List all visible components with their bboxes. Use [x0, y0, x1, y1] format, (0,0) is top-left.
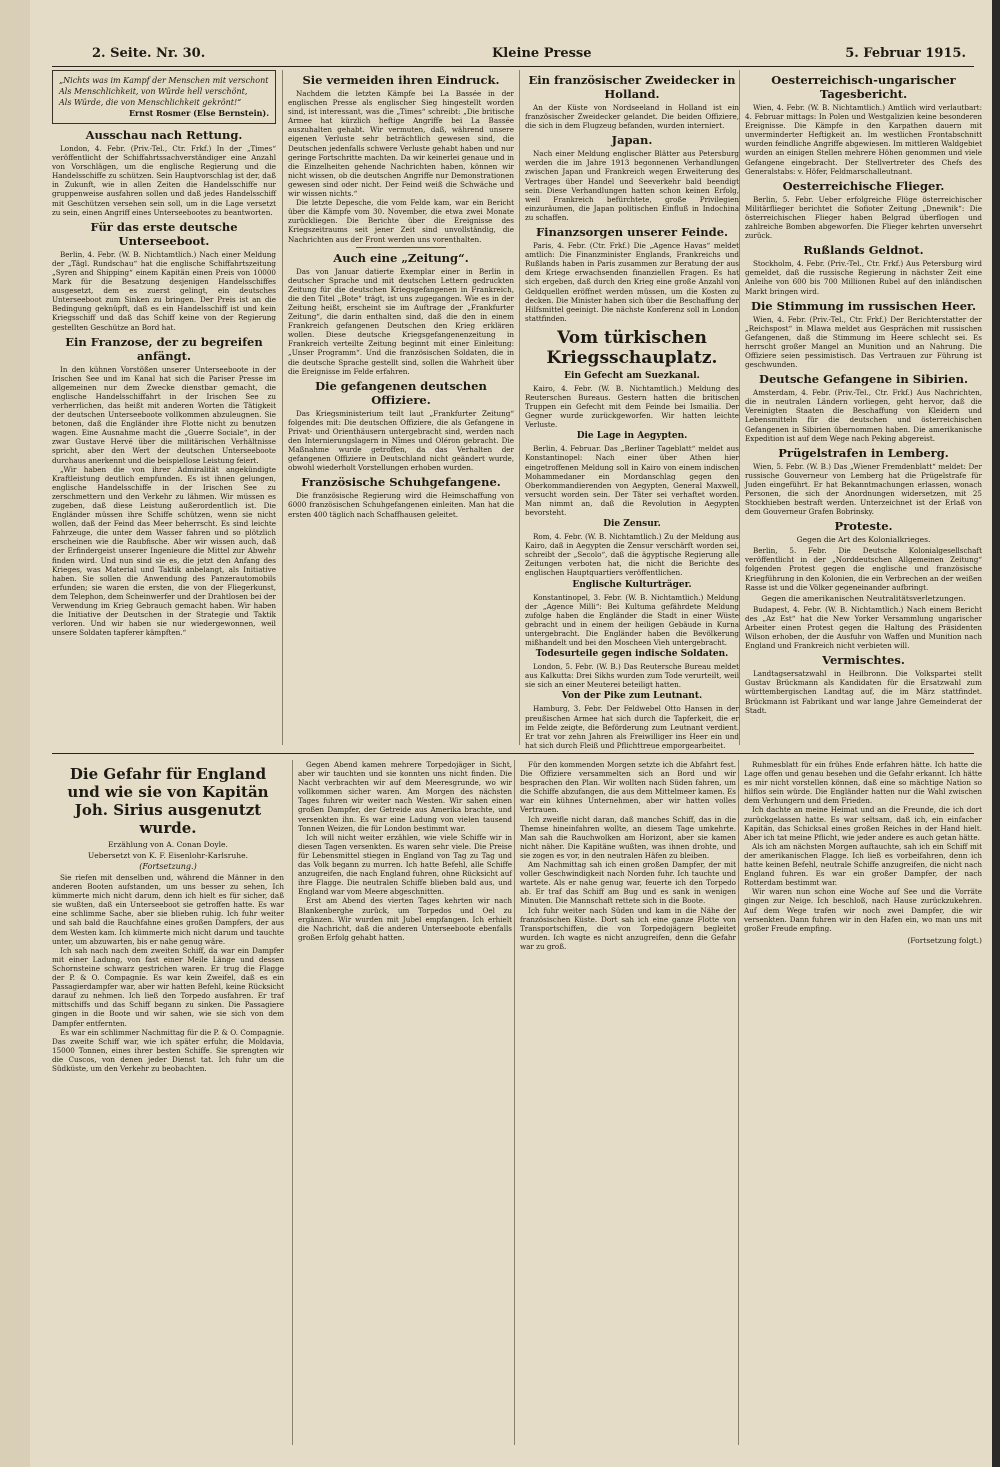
article-heading: Englische Kulturträger. — [572, 579, 692, 590]
story-text: Ich will nicht weiter erzählen, wie viele Schiffe wir in diesen Tagen versenkten. Es waren sehr viele. Die Preise für Lebensmittel stiegen in England von Tag zu Tag und das Volk begann zu murren. Ich hatte Befehl, alle Schiffe anzugreifen, die nach England fuhren, ohne Rücksicht auf ihre Flagge. Die neutralen Schiffe blieben bald aus, und England war vom Meere abgeschnitten. — [298, 832, 512, 897]
article-heading: Proteste. — [834, 519, 893, 534]
article-text: Konstantinopel, 3. Febr. (W. B. Nichtamtlich.) Meldung der „Agence Milli“: Bei Kultuma gefährdete Meldung zufolge haben die Engländer die Stadt in einer Wüste gebracht und in einem der heiligen Gebäude in Kurna untergebracht. Die Engländer haben die Bevölkerung mißhandelt und bei den Moscheen Vieh untergebracht. — [525, 592, 739, 648]
article-heading: Die Zensur. — [603, 519, 661, 530]
motto-line: „Nichts was im Kampf der Menschen mit verschont — [59, 76, 269, 85]
story-text: Ich fuhr weiter nach Süden und kam in die Nähe der französischen Küste. Dort sah ich eine ganze Flotte von Transportschiffen, die von Torpedojägern begleitet wurden. Ich wagte es nicht anzugreifen, denn die Gefahr war zu groß. — [520, 905, 736, 951]
article-text: Paris, 4. Febr. (Ctr. Frkf.) Die „Agence Havas“ meldet amtlich: Die Finanzminister Englands, Frankreichs und Rußlands haben in Paris zusammen zur Beratung der aus dem Kriege erwachsenden finanziellen Fragen. Es hat sich ergeben, daß durch den Krieg eine große Anzahl von Geldquellen eröffnet werden müssen, um die Kosten zu decken. Die Minister haben sich über die Beschaffung der Hilfsmittel geeinigt. Die nächste Konferenz soll in London stattfinden. — [525, 241, 739, 323]
article-text: Berlin, 4. Febr. (W. B. Nichtamtlich.) Nach einer Meldung der „Tägl. Rundschau“ hat die englische Schiffahrtszeitung „Syren and Shipping“ einem Kapitän einen Preis von 10000 Mark für die Besatzung desjenigen Handelsschiffes ausgesetzt, dem es zuerst gelingt, ein deutsches Unterseeboot zum Sinken zu bringen. Der Preis ist an die Bedingung geknüpft, daß es ein Handelsschiff ist und kein Kriegsschiff und daß das Schiff keine von der Regierung gestellten Geschütze an Bord hat. — [52, 249, 276, 332]
column-3 — [519, 70, 739, 750]
article-text: Wien, 4. Febr. (Priv.-Tel., Ctr. Frkf.) Der Berichterstatter der „Reichspost“ in Mlawa meldet aus Gesprächen mit russischen Gefangenen, daß die Stimmung im Heere schlecht sei. Es herrscht großer Mangel an Munition und an Nahrung. Die Offiziere seien pessimistisch. Das Vertrauen zur Führung ist geschwunden. — [745, 314, 982, 370]
article-heading: Für das erste deutsche Unterseeboot. — [90, 219, 238, 248]
story-text: Ruhmesblatt für ein frühes Ende erfahren hätte. Ich hatte die Lage offen und genau besehen und die Gefahr erkannt. Ich hätte es mir nicht vorstellen können, daß eine so mächtige Nation so hilflos sein würde. Die Engländer hatten nur die Wahl zwischen dem Verhungern und dem Frieden. — [744, 760, 982, 806]
translator-line: Uebersetzt von K. F. Eisenlohr-Karlsruhe. — [87, 851, 249, 860]
feuilleton-column-1 — [52, 760, 284, 1445]
article-text: Stockholm, 4. Febr. (Priv.-Tel., Ctr. Frkf.) Aus Petersburg wird gemeldet, daß die russische Regierung in nächster Zeit eine Anleihe von 600 bis 700 Millionen Rubel auf den inländischen Markt bringen wird. — [745, 259, 982, 296]
article-text: Amsterdam, 4. Febr. (Priv.-Tel., Ctr. Frkf.) Aus Nachrichten, die in neutralen Ländern vorliegen, geht hervor, daß die Vereinigten Staaten die Beschaffung von Kleidern und Lebensmitteln für die deutschen und österreichischen Gefangenen in Sibirien übernommen haben. Die amerikanische Expedition ist auf dem Wege nach Peking abgereist. — [745, 388, 982, 443]
story-text: Als ich am nächsten Morgen auftauchte, sah ich ein Schiff mit der amerikanischen Flagge. Ich ließ es vorbeifahren, denn ich hatte keinen Befehl, neutrale Schiffe anzugreifen, die nicht nach England fuhren. Es war ein großer Dampfer, der nach Rotterdam bestimmt war. — [744, 841, 982, 888]
story-text: Ich zweifle nicht daran, daß manches Schiff, das in die Themse hineinfahren wollte, an diesem Tage umkehrte. Man sah die Rauchwolken am Horizont, aber sie kamen nicht näher. Die Kapitäne wußten, was ihnen drohte, und sie zogen es vor, in den neutralen Häfen zu bleiben. — [520, 814, 736, 860]
article-heading: Ein französischer Zweidecker in Holland. — [528, 73, 736, 101]
article-text: Wien, 5. Febr. (W. B.) Das „Wiener Fremdenblatt“ meldet: Der russische Gouverneur von Lemberg hat die Prügelstrafe für Juden eingeführt. Er hat Bekanntmachungen erlassen, wonach Personen, die sich der Anordnungen widersetzen, mit 25 Stockhieben bestraft werden. Unterzeichnet ist der Erlaß von dem Gouverneur Grafen Bobrinsky. — [745, 461, 982, 517]
page-header — [52, 42, 974, 67]
article-heading: Oesterreichisch-ungarischer Tagesbericht. — [771, 73, 956, 101]
motto-line: Als Menschlichkeit, von Würde hell verschönt, — [59, 87, 248, 96]
article-heading: Ein Gefecht am Suezkanal. — [564, 370, 700, 381]
article-text: Hamburg, 3. Febr. Der Feldwebel Otto Hansen in der preußischen Armee hat sich durch die Tapferkeit, die er im Felde zeigte, die Beförderung zum Leutnant verdient. Er trat vor zehn Jahren als Freiwilliger ins Heer ein und hat sich durch Fleiß und Pflichttreue emporgearbeitet. — [525, 704, 739, 750]
article-text: Berlin, 5. Febr. Die Deutsche Kolonialgesellschaft veröffentlicht in der „Norddeutschen Allgemeinen Zeitung“ folgenden Protest gegen die englische und französische Kriegführung in den Kolonien, die ein Verbrechen an der weißen Rasse ist und die Völker gegeneinander aufbringt. — [745, 546, 982, 592]
article-text: Wien, 4. Febr. (W. B. Nichtamtlich.) Amtlich wird verlautbart: 4. Februar mittags: In Polen und Westgalizien keine besonderen Ereignisse. Die Kämpfe in den Karpathen dauern mit unverminderter Heftigkeit an. Im westlichen Frontabschnitt wurden feindliche Angriffe abgewiesen. Im mittleren Waldgebiet wurden an einigen Stellen mehrere Höhen genommen und viele Gefangene eingebracht. Der Stellvertreter des Chefs des Generalstabs: v. Höfer, Feldmarschalleutnant. — [745, 103, 982, 176]
article-heading: Die Stimmung im russischen Heer. — [750, 298, 977, 313]
section-divider — [52, 753, 974, 754]
article-heading: Finanzsorgen unserer Feinde. — [535, 225, 729, 240]
article-text: Die französische Regierung wird die Heimschaffung von 6000 französischen Schuhgefangenen einleiten. Man hat die ersten 400 täglich nach Schaffhausen geleitet. — [288, 491, 514, 519]
newspaper-page — [30, 0, 992, 1467]
article-text: In den kühnen Vorstößen unserer Unterseeboote in der Irischen See und im Kanal hat sich die Pariser Presse im allgemeinen nur dem Zwecke dienstbar gemacht, die englische Handelsschiffahrt in der Irischen See zu verherrlichen, das heißt mit anderen Worten die Tätigkeit der deutschen Unterseeboote vollkommen abzuleugnen. Sie betonen, daß die Engländer ihre Flotte nicht zu benutzen wagen. Eine Ausnahme macht die „Guerre Sociale“, in der zwar Gustave Hervé über die militärischen Verhältnisse spricht, aber den Wert der deutschen Unterseeboote durchaus anerkennt und die beispiellose Leistung feiert. — [52, 364, 276, 465]
article-text: Das Kriegsministerium teilt laut „Frankfurter Zeitung“ folgendes mit: Die deutschen Offiziere, die als Gefangene in Privat- und Orienthäusern untergebracht sind, werden nach den Internierungslagern in Nîmes und Oléron gebracht. Die Maßnahme wurde getroffen, da das Verhalten der gefangenen Offiziere in Deutschland nicht geändert wurde, obwohl wiederholt Vorstellungen erhoben wurden. — [288, 408, 514, 473]
article-heading: Sie vermeiden ihren Eindruck. — [302, 73, 500, 87]
article-heading: Französische Schuhgefangene. — [301, 475, 501, 490]
page-number: 2. Seite. Nr. 30. — [92, 46, 206, 61]
article-text: Berlin, 4. Februar. Das „Berliner Tageblatt“ meldet aus Konstantinopel: Nach einer über Athen hier eingetroffenen Meldung soll in Kairo von einem indischen Mohammedaner ein Mordanschlag gegen den Oberkommandierenden von Aegypten, General Maxwell, versucht worden sein. Der Täter sei verhaftet worden. Man nimmt an, daß die Revolution in Aegypten bevorsteht. — [525, 444, 739, 517]
article-text: Kairo, 4. Febr. (W. B. Nichtamtlich.) Meldung des Reuterschen Bureaus. Gestern hatten die britischen Truppen ein Gefecht mit dem Feinde bei Ismailia. Der Gegner wurde zurückgeworfen. Wir hatten leichte Verluste. — [525, 383, 739, 430]
article-text: Berlin, 5. Febr. Ueber erfolgreiche Flüge österreichischer Militärflieger berichtet die Sofioter Zeitung „Dnewnik“: Die österreichischen Flieger haben Belgrad überflogen und zahlreiche Bomben abgeworfen. Die Flieger kehrten unversehrt zurück. — [745, 194, 982, 241]
article-heading: Rußlands Geldnot. — [803, 243, 924, 258]
divider — [356, 247, 446, 248]
feuilleton-title: Die Gefahr für England und wie sie von Kapitän Joh. Sirius ausgenutzt wurde. — [67, 765, 269, 837]
article-heading: Ein Franzose, der zu begreifen anfängt. — [65, 334, 263, 363]
story-text: Es war ein schlimmer Nachmittag für die P. & O. Compagnie. Das zweite Schiff war, wie ich später erfuhr, die Moldavia, 15000 Tonnen, eines ihrer besten Schiffe. Sie sprengten wir die Cuscos, von denen jeder Dienst tat. Ich fuhr um die Südküste, um den Verkehr zu beobachten. — [52, 1027, 284, 1073]
article-text: Nachdem die letzten Kämpfe bei La Bassée in der englischen Presse als englischer Sieg hingestellt worden sind, ist interessant, was die „Times“ schreibt: „Die britische Armee hat kürzlich heftige Angriffe bei La Bassée auszuhalten gehabt. Wir vermuten, daß, während unsere eigenen Verluste sehr beträchtlich gewesen sind, die Deutschen jedenfalls schwere Verluste gehabt haben und nur geringe Fortschritte machten. Da wir keinerlei genaue und in die Einzelheiten gehende Nachrichten haben, können wir nicht wissen, ob die deutschen Angriffe nur Demonstrationen gewesen sind oder nicht. Der Feind weiß die Schwäche und wir wissen nichts.“ — [288, 89, 514, 199]
article-text: „Wir haben die von ihrer Admiralität angekündigte Kraftleistung deutlich empfunden. Es ist ihnen gelungen, englische Handelsschiffe in der Irischen See zu zerschmettern und den Verkehr zu lähmen. Wir müssen es zugeben, daß diese Leistung außerordentlich ist. Die Engländer müssen ihre Schiffe schützen, wenn sie nicht wollen, daß der Feind das Meer beherrscht. Es sind leichte Fahrzeuge, die unter dem Wasser fahren und so plötzlich erscheinen wie die Raubfische. Aber wir wissen auch, daß der Erfindergeist unserer Ingenieure die Mittel zur Abwehr finden wird. Und nun sind sie es, die jetzt den Anfang des Krieges, was Material und Taktik anbelangt, als Initiative haben. Sie sollen die Anwendung des Panzerautomobils erfunden; sie waren die ersten, die von der Fliegerkunst, dem Telephon, dem Scheinwerfer und der Drahtlosen bei der Verwendung im Krieg Gebrauch gemacht haben. Wir haben die Initiative der Deutschen in der Strategie und Taktik verloren. Und wir haben sie nur wiedergewonnen, weil unsere Soldaten tapferer kämpften.“ — [52, 464, 276, 638]
article-heading: Auch eine „Zeitung“. — [333, 250, 469, 265]
page-edge — [0, 0, 31, 1467]
column-2 — [282, 70, 514, 745]
story-text: Am Nachmittag sah ich einen großen Dampfer, der mit voller Geschwindigkeit nach Norden fuhr. Ich tauchte und wartete. Als er nahe genug war, feuerte ich den Torpedo ab. Er traf das Schiff am Bug und es sank in wenigen Minuten. Die Mannschaft rettete sich in die Boote. — [520, 860, 736, 906]
motto-box — [52, 70, 276, 124]
article-heading: Die Lage in Aegypten. — [576, 431, 688, 442]
story-text: Sie riefen mit denselben und, während die Männer in den anderen Booten aufstanden, um uns besser zu sehen, Ich kümmerte mich nicht darum, denn ich hielt es für sicher, daß sie wußten, daß ein Unterseeboot sie getroffen hatte. Es war eine schlimme Sache, aber sie blieben ruhig. Ich fuhr weiter und sah bald die Rauchfahne eines großen Dampfers, der aus dem Westen kam. Ich kümmerte mich nicht darum und tauchte unter, um abzuwarten, bis er nahe genug wäre. — [52, 873, 284, 946]
sub-heading: Gegen die Art des Kolonialkrieges. — [796, 535, 931, 545]
article-heading: Ausschau nach Rettung. — [85, 128, 243, 142]
paper-title: Kleine Presse — [492, 46, 592, 61]
story-text: Für den kommenden Morgen setzte ich die Abfahrt fest. Die Offiziere versammelten sich an Bord und wir besprachen den Plan. Wir wollten nach Süden fahren, um die Schiffe abzufangen, die aus dem Mittelmeer kamen. Es war ein kühnes Unternehmen, aber wir hatten volles Vertrauen. — [520, 760, 736, 815]
motto-line: Als Würde, die von Menschlichkeit gekrönt!“ — [59, 98, 242, 107]
story-text: Ich sah nach nach dem zweiten Schiff, da war ein Dampfer mit einer Ladung, von fast einer Meile Länge und dessen Schornsteine schwarz gestrichen waren. Er trug die Flagge der P. & O. Compagnie. Es war kein Zweifel, daß es ein Passagierdampfer war, aber wir hatten Befehl, keine Rücksicht darauf zu nehmen. Ich ließ den Torpedo ausfahren. Er traf mittschiffs und das Schiff begann zu sinken. Die Passagiere gingen in die Boote und wir sahen, wie sie sich von dem Dampfer entfernten. — [52, 945, 284, 1028]
article-heading: Die gefangenen deutschen Offiziere. — [315, 378, 487, 407]
feuilleton-column-3 — [514, 760, 736, 1445]
article-text: An der Küste von Nordseeland in Holland ist ein französischer Zweidecker gelandet. Die beiden Offiziere, die sich in dem Flugzeug befanden, wurden interniert. — [525, 103, 739, 131]
article-text: Das von Januar datierte Exemplar einer in Berlin in deutscher Sprache und mit deutschen Lettern gedruckten Zeitung für die deutschen Kriegsgefangenen in Frankreich, die den Titel „Bote“ trägt, ist uns zugegangen. Wie es in der Zeitung heißt, erscheint sie im Auftrage der „Frankfurter Zeitung“, die darin enthalten sind, daß die den in einem Frankreich gefangenen Deutschen den Krieg erklären wollen. Diese deutsche Kriegsgefangenenzeitung in Frankreich verteilte Zeitung beginnt mit einer Einleitung: „Unser Programm“. Und die französischen Soldaten, die in die deutsche Sprache gestellt sind, sollen die Wahrheit über die Ereignisse im Felde erfahren. — [288, 266, 514, 376]
article-text: Landtagsersatzwahl in Heilbronn. Die Volkspartei stellt Gustav Brückmann als Kandidaten für die Ersatzwahl zum württembergischen Landtag auf, die im März stattfindet. Brückmann ist Fabrikant und war lange Jahre Gemeinderat der Stadt. — [745, 669, 982, 715]
feuilleton-column-4 — [738, 760, 982, 1445]
article-heading: Von der Pike zum Leutnant. — [561, 691, 703, 702]
feuilleton-subtitle: Erzählung von A. Conan Doyle. — [108, 840, 228, 849]
issue-date: 5. Februar 1915. — [845, 46, 966, 61]
column-1 — [52, 70, 276, 745]
article-text: Nach einer Meldung englischer Blätter aus Petersburg werden die im Jahre 1913 begonnenen Verhandlungen zwischen Japan und Frankreich wegen Erweiterung des Vertrages über Handel und Seeverkehr bald beendigt sein. Diese Verhandlungen hatten schon keinen Erfolg, weil Frankreich befürchtete, große Privilegien einzuräumen, die Japan politischen Einfluß in Indochina zu schaffen. — [525, 149, 739, 222]
article-text: London, 4. Febr. (Priv.-Tel., Ctr. Frkf.) In der „Times“ veröffentlicht der Schiffahrtssachverständiger eine Anzahl von Vorschlägen, um die englische Regierung und die Handelsschiffe zu schützen. Sein Hauptvorschlag ist der, daß in Zukunft, wie in allen Zeiten die Handelsschiffe nur gruppenweise ausfahren sollen und daß jedes Handelsschiff mit Geschützen versehen sein soll, um in die Lage versetzt zu sein, einen Angriff eines Unterseebootes zu beantworten. — [52, 144, 276, 217]
article-text: Die letzte Depesche, die vom Felde kam, war ein Bericht über die Kämpfe vom 30. November, die etwa zwei Monate zurückliegen. Die Berichte über die Ereignisse des Kriegszeitraums seit jener Zeit sind unvollständig, die Nachrichten aus der Front werden uns vorenthalten. — [288, 198, 514, 244]
sub-heading: Gegen die amerikanischen Neutralitätsverletzungen. — [761, 593, 966, 603]
story-text: Gegen Abend kamen mehrere Torpedojäger in Sicht, aber wir tauchten und sie konnten uns nicht finden. Die Nacht verbrachten wir auf dem Meeresgrunde, wo wir vollkommen sicher waren. Am Morgen des nächsten Tages fuhren wir weiter nach Westen. Wir sahen einen großen Dampfer, der Getreide aus Amerika brachte, und versenkten ihn. Es war eine Ladung von vielen tausend Tonnen Weizen, die für London bestimmt war. — [298, 760, 512, 833]
article-text: Budapest, 4. Febr. (W. B. Nichtamtlich.) Nach einem Bericht des „Az Est“ hat die New Yorker Versammlung ungarischer Arbeiter einen Protest gegen die Haltung des Präsidenten Wilson erhoben, der die Ausfuhr von Waffen und Munition nach England und Frankreich nicht verbieten will. — [745, 604, 982, 651]
column-4 — [739, 70, 982, 745]
article-heading: Todesurteile gegen indische Soldaten. — [535, 649, 729, 660]
continuation-footer: (Fortsetzung folgt.) — [907, 935, 982, 945]
article-heading: Japan. — [611, 133, 653, 148]
story-text: Erst am Abend des vierten Tages kehrten wir nach Blankenberghe zurück, um Torpedos und Oel zu ergänzen. Wir wurden mit Jubel empfangen. Ich erhielt die Nachricht, daß die anderen Unterseeboote ebenfalls großen Erfolg gehabt hatten. — [298, 896, 512, 942]
article-heading: Deutsche Gefangene in Sibirien. — [759, 372, 968, 387]
motto-author: Ernst Rosmer (Else Bernstein). — [128, 108, 269, 118]
continuation-note: (Fortsetzung.) — [139, 862, 197, 871]
article-heading: Prügelstrafen in Lemberg. — [778, 445, 949, 460]
story-text: Ich dachte an meine Heimat und an die Freunde, die ich dort zurückgelassen hatte. Es war seltsam, daß ich, ein einfacher Kapitän, das Schicksal eines großen Reiches in der Hand hielt. Aber ich tat meine Pflicht, wie jeder andere es auch getan hätte. — [744, 805, 982, 842]
article-heading: Oesterreichische Flieger. — [782, 178, 945, 193]
article-text: Rom, 4. Febr. (W. B. Nichtamtlich.) Zu der Meldung aus Kairo, daß in Aegypten die Zensur verschärft worden sei, schreibt der „Secolo“, daß die ägyptische Regierung alle Zeitungen verboten hat, die nicht die Berichte des englischen Hauptquartiers veröffentlichen. — [525, 532, 739, 578]
story-text: Wir waren nun schon eine Woche auf See und die Vorräte gingen zur Neige. Ich beschloß, nach Hause zurückzukehren. Auf dem Wege trafen wir noch zwei Dampfer, die wir versenkten. Dann fuhren wir in den Hafen ein, wo man uns mit großer Freude empfing. — [744, 887, 982, 933]
section-heading: Vom türkischen Kriegsschauplatz. — [546, 327, 718, 368]
feuilleton-column-2 — [292, 760, 512, 1445]
article-text: London, 5. Febr. (W. B.) Das Reutersche Bureau meldet aus Kalkutta: Drei Sikhs wurden zum Tode verurteilt, weil sie sich an einer Meuterei beteiligt hatten. — [525, 662, 739, 690]
article-heading: Vermischtes. — [822, 653, 905, 668]
